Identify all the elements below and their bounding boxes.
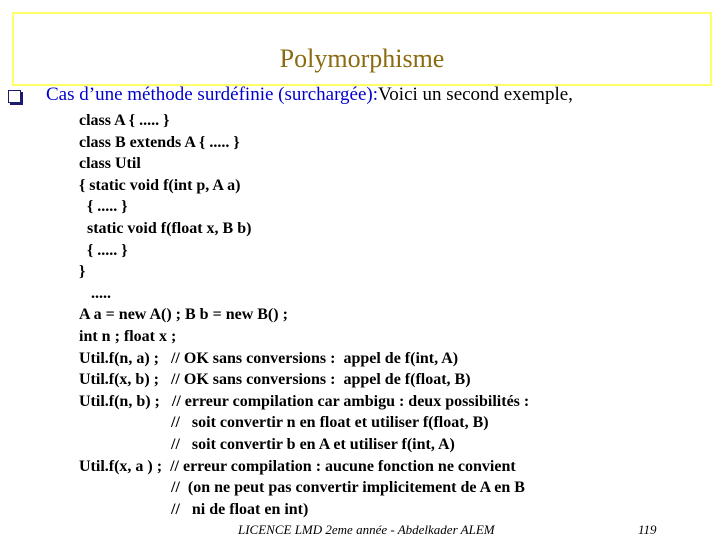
footer-text: LICENCE LMD 2eme année - Abdelkader ALEM xyxy=(238,522,495,537)
code-line: class B extends A { ..... } xyxy=(79,133,240,151)
code-line: Util.f(n, a) ; // OK sans conversions : appel de f(int, A) xyxy=(79,349,459,367)
code-block xyxy=(79,110,529,520)
code-line: int n ; float x ; xyxy=(79,327,177,345)
code-line: // soit convertir n en float et utiliser f(float, B) xyxy=(79,414,489,432)
code-line: { ..... } xyxy=(79,198,128,216)
hollow-square-bullet-icon xyxy=(8,90,21,103)
code-line: static void f(float x, B b) xyxy=(79,219,252,237)
code-line: // (on ne peut pas convertir implicitement de A en B xyxy=(79,479,525,497)
code-line: // soit convertir b en A et utiliser f(int, A) xyxy=(79,435,455,453)
intro-line xyxy=(46,84,573,106)
code-line: Util.f(x, a ) ; // erreur compilation : aucune fonction ne convient xyxy=(79,457,516,475)
code-line: // ni de float en int) xyxy=(79,500,309,518)
intro-lead: Cas d’une méthode surdéfinie (surchargée): xyxy=(46,84,379,105)
code-line: { static void f(int p, A a) xyxy=(79,176,241,194)
code-line: ..... xyxy=(79,284,111,302)
code-line: class A { ..... } xyxy=(79,112,170,129)
slide-title: Polymorphisme xyxy=(279,44,445,73)
title-frame xyxy=(12,12,712,86)
intro-rest: Voici un second exemple, xyxy=(378,84,573,105)
code-line: Util.f(x, b) ; // OK sans conversions : appel de f(float, B) xyxy=(79,371,471,389)
code-line: } xyxy=(79,263,86,281)
code-line: Util.f(n, b) ; // erreur compilation car ambigu : deux possibilités : xyxy=(79,392,530,410)
page-number: 119 xyxy=(638,522,657,537)
code-line: class Util xyxy=(79,155,141,173)
code-line: { ..... } xyxy=(79,241,128,259)
code-line: A a = new A() ; B b = new B() ; xyxy=(79,306,288,324)
